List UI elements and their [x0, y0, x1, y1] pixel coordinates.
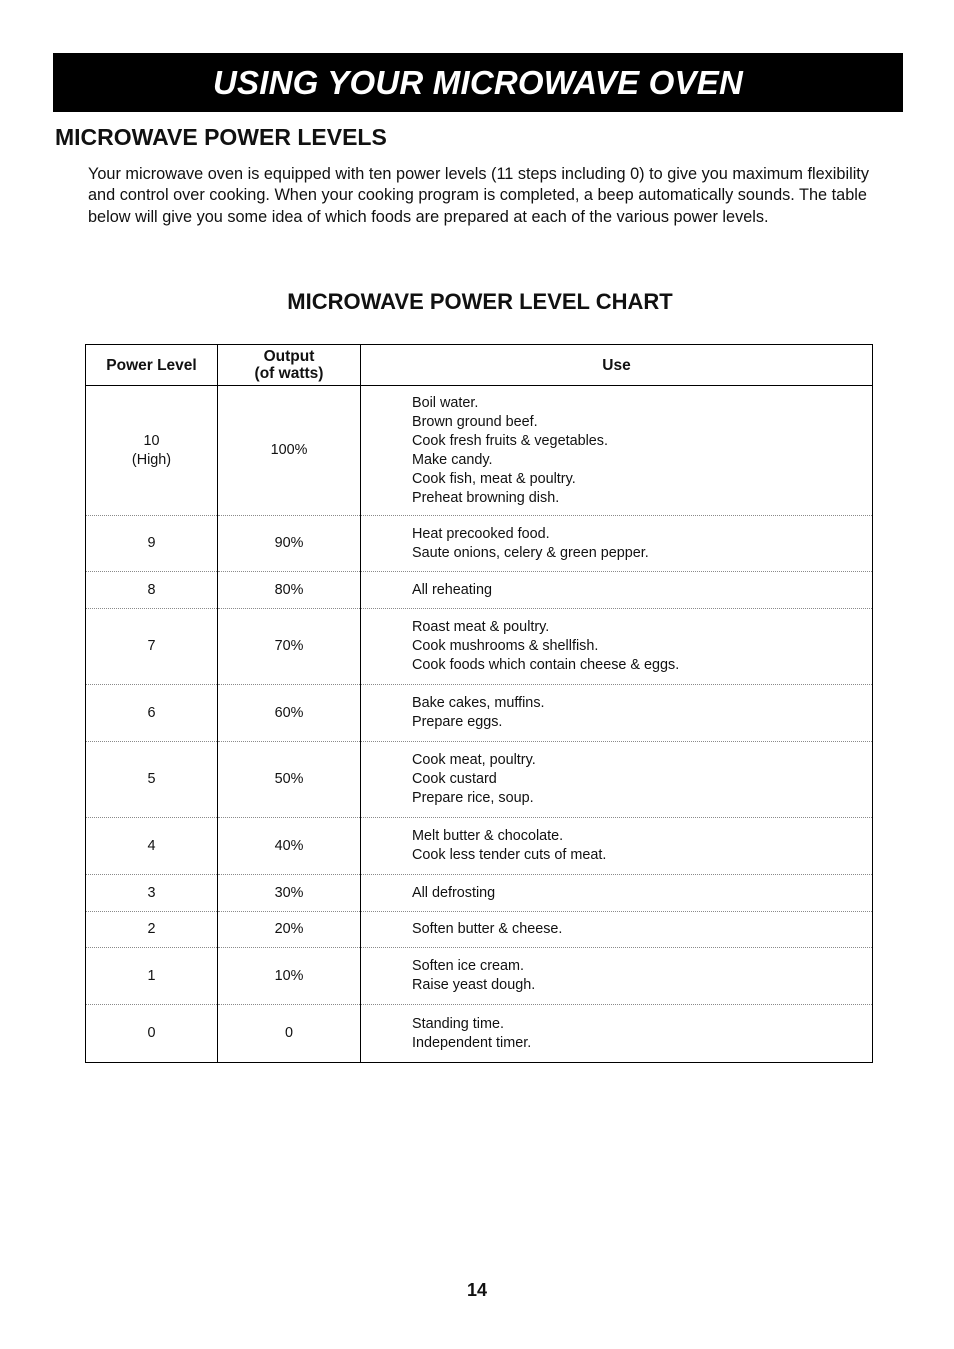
output-cell: 50%: [218, 742, 361, 818]
power-level-value: 2: [147, 921, 156, 937]
power-level-value: 3: [147, 884, 156, 901]
use-cell: [361, 1005, 873, 1063]
power-level-cell: [86, 386, 218, 516]
header-output-line1: Output: [263, 348, 315, 365]
use-line: Prepare rice, soup.: [412, 790, 534, 806]
use-cell: [361, 875, 873, 912]
use-cell: [361, 685, 873, 742]
power-level-cell: [86, 685, 218, 742]
output-cell: 90%: [218, 516, 361, 572]
header-use: Use: [361, 345, 873, 386]
use-line: Bake cakes, muffins.: [412, 695, 545, 711]
table-row: [86, 818, 873, 875]
use-line: Cook custard: [412, 771, 497, 787]
use-line: Standing time.: [412, 1015, 504, 1032]
section-heading: MICROWAVE POWER LEVELS: [55, 124, 387, 150]
power-level-cell: [86, 742, 218, 818]
use-line: Cook mushrooms & shellfish.: [412, 638, 599, 654]
power-level-cell: [86, 1005, 218, 1063]
output-cell: 100%: [218, 386, 361, 516]
use-line: Roast meat & poultry.: [412, 619, 550, 635]
output-cell: 60%: [218, 685, 361, 742]
use-line: Boil water.: [412, 394, 479, 411]
table-row: [86, 609, 873, 685]
power-level-value: 1: [147, 967, 156, 984]
use-line: Preheat browning dish.: [412, 489, 560, 506]
use-line: Cook less tender cuts of meat.: [412, 847, 607, 863]
use-line: All defrosting: [412, 884, 496, 901]
table-row: [86, 386, 873, 516]
output-cell: 80%: [218, 572, 361, 609]
use-line: Cook foods which contain cheese & eggs.: [412, 657, 680, 673]
table-row: [86, 572, 873, 609]
output-cell: 10%: [218, 948, 361, 1005]
intro-paragraph: Your microwave oven is equipped with ten power levels (11 steps including 0) to give you maximum flexibility and control over cooking. When your cooking program is completed, a beep automatically sounds. The table below will give you some idea of which foods are prepared at each of the various power levels.: [88, 165, 869, 226]
use-line: Make candy.: [412, 451, 493, 468]
table-row: [86, 948, 873, 1005]
power-level-value: 8: [147, 581, 156, 598]
power-level-cell: [86, 609, 218, 685]
power-level-table: [85, 344, 873, 1063]
use-cell: [361, 912, 873, 948]
table-row: [86, 912, 873, 948]
power-level-cell: [86, 875, 218, 912]
table-row: [86, 685, 873, 742]
page-number: 14: [466, 1280, 488, 1300]
use-line: Soften butter & cheese.: [412, 921, 563, 937]
table-header: [86, 345, 873, 386]
table-row: [86, 742, 873, 818]
use-cell: [361, 818, 873, 875]
use-cell: [361, 948, 873, 1005]
power-level-cell: [86, 818, 218, 875]
power-level-cell: [86, 516, 218, 572]
power-level-cell: [86, 912, 218, 948]
banner-title: USING YOUR MICROWAVE OVEN: [212, 64, 743, 101]
use-cell: [361, 516, 873, 572]
table-body: [86, 386, 873, 1063]
power-level-value: 10: [143, 432, 160, 449]
table-row: [86, 516, 873, 572]
use-cell: [361, 386, 873, 516]
use-line: Independent timer.: [412, 1034, 532, 1051]
table-row: [86, 875, 873, 912]
power-level-value: 9: [147, 535, 156, 551]
output-cell: 30%: [218, 875, 361, 912]
power-level-cell: [86, 948, 218, 1005]
output-cell: 70%: [218, 609, 361, 685]
page-banner: [53, 53, 903, 112]
use-cell: [361, 742, 873, 818]
power-level-value: 0: [147, 1025, 156, 1041]
header-power-level: Power Level: [86, 345, 218, 386]
use-line: Cook fish, meat & poultry.: [412, 470, 576, 487]
use-line: Heat precooked food.: [412, 525, 550, 542]
header-output: [218, 345, 361, 386]
use-line: All reheating: [412, 581, 492, 598]
use-line: Saute onions, celery & green pepper.: [412, 544, 649, 561]
use-line: Raise yeast dough.: [412, 977, 536, 993]
use-line: Cook meat, poultry.: [412, 752, 536, 768]
power-level-value: 5: [147, 771, 156, 787]
use-line: Melt butter & chocolate.: [412, 828, 564, 844]
use-line: Cook fresh fruits & vegetables.: [412, 432, 608, 449]
use-cell: [361, 572, 873, 609]
header-output-line2: (of watts): [254, 365, 324, 382]
power-level-value: 4: [147, 837, 156, 854]
power-level-note: (High): [131, 451, 172, 468]
use-line: Soften ice cream.: [412, 958, 524, 974]
use-cell: [361, 609, 873, 685]
output-cell: 20%: [218, 912, 361, 948]
power-level-value: 6: [147, 704, 156, 721]
table-row: [86, 1005, 873, 1063]
use-line: Prepare eggs.: [412, 714, 503, 730]
table-header-row: [86, 345, 873, 386]
power-level-cell: [86, 572, 218, 609]
use-line: Brown ground beef.: [412, 413, 538, 430]
chart-title: MICROWAVE POWER LEVEL CHART: [287, 289, 673, 314]
power-level-value: 7: [147, 638, 156, 654]
output-cell: 0: [218, 1005, 361, 1063]
output-cell: 40%: [218, 818, 361, 875]
